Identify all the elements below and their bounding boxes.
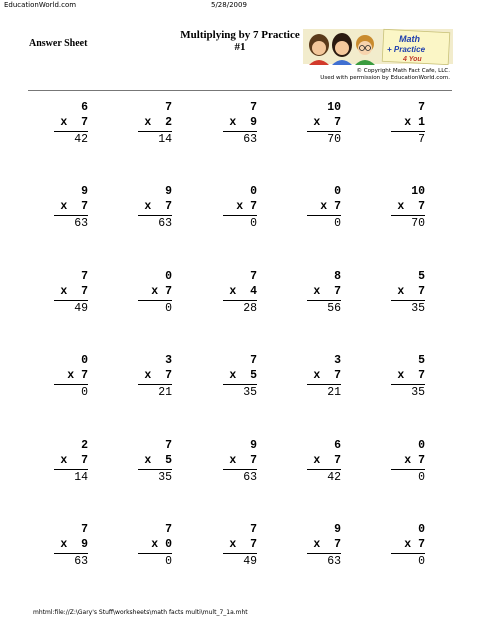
answer-line: [138, 553, 172, 554]
multiplier: x 5: [229, 369, 257, 382]
multiplier: x 7: [229, 454, 257, 467]
product: 0: [418, 555, 425, 568]
problem-7: [108, 185, 172, 235]
problem-22: [108, 439, 172, 489]
problem-20: [361, 354, 425, 404]
multiplier: x 1: [404, 116, 425, 129]
answer-line: [391, 553, 425, 554]
product: 0: [165, 555, 172, 568]
problem-30: [361, 523, 425, 573]
multiplicand: 7: [165, 523, 172, 536]
answer-line: [391, 469, 425, 470]
product: 28: [243, 302, 257, 315]
problem-12: [108, 270, 172, 320]
product: 0: [250, 217, 257, 230]
logo-line-3: 4 You: [403, 56, 422, 63]
answer-line: [223, 215, 257, 216]
answer-line: [307, 300, 341, 301]
header-divider: [28, 90, 452, 91]
answer-line: [138, 469, 172, 470]
product: 21: [327, 386, 341, 399]
multiplier: x 2: [144, 116, 172, 129]
logo-line-2: + Practice: [387, 45, 426, 54]
product: 0: [418, 471, 425, 484]
problem-4: [277, 101, 341, 151]
multiplicand: 9: [81, 185, 88, 198]
problem-14: [277, 270, 341, 320]
product: 0: [165, 302, 172, 315]
answer-line: [307, 553, 341, 554]
problem-1: [24, 101, 88, 151]
answer-line: [307, 131, 341, 132]
problem-16: [24, 354, 88, 404]
multiplier: x 7: [60, 285, 88, 298]
multiplier: x 7: [397, 369, 425, 382]
product: 70: [327, 133, 341, 146]
answer-line: [223, 553, 257, 554]
multiplier: x 9: [60, 538, 88, 551]
product: 63: [74, 555, 88, 568]
problem-2: [108, 101, 172, 151]
multiplicand: 9: [165, 185, 172, 198]
product: 14: [74, 471, 88, 484]
product: 63: [243, 133, 257, 146]
multiplicand: 8: [334, 270, 341, 283]
multiplicand: 0: [165, 270, 172, 283]
multiplicand: 10: [327, 101, 341, 114]
answer-line: [54, 131, 88, 132]
multiplicand: 7: [250, 354, 257, 367]
product: 63: [327, 555, 341, 568]
product: 0: [334, 217, 341, 230]
title-line-1: Multiplying by 7 Practice: [180, 29, 300, 41]
multiplicand: 7: [165, 439, 172, 452]
answer-sheet-label: Answer Sheet: [29, 38, 88, 49]
product: 49: [74, 302, 88, 315]
answer-line: [138, 300, 172, 301]
answer-line: [54, 384, 88, 385]
answer-line: [307, 215, 341, 216]
multiplier: x 7: [313, 538, 341, 551]
answer-line: [54, 300, 88, 301]
problem-8: [193, 185, 257, 235]
answer-line: [223, 300, 257, 301]
problem-15: [361, 270, 425, 320]
multiplicand: 3: [165, 354, 172, 367]
multiplier: x 7: [151, 285, 172, 298]
multiplicand: 5: [418, 270, 425, 283]
worksheet-title: [160, 29, 320, 53]
multiplier: x 7: [229, 538, 257, 551]
product: 56: [327, 302, 341, 315]
multiplier: x 7: [60, 454, 88, 467]
file-path-footer: mhtml:file://Z:\Gary's Stuff\worksheets\math facts multi\mult_7_1a.mht: [33, 609, 248, 616]
problem-6: [24, 185, 88, 235]
math-practice-logo: [303, 28, 453, 65]
problem-17: [108, 354, 172, 404]
multiplicand: 9: [250, 439, 257, 452]
multiplicand: 7: [165, 101, 172, 114]
multiplicand: 0: [81, 354, 88, 367]
problem-24: [277, 439, 341, 489]
copyright-notice: [300, 68, 450, 82]
answer-line: [391, 384, 425, 385]
product: 49: [243, 555, 257, 568]
product: 35: [243, 386, 257, 399]
print-date: 5/28/2009: [211, 1, 247, 9]
problem-5: [361, 101, 425, 151]
multiplier: x 9: [229, 116, 257, 129]
product: 42: [327, 471, 341, 484]
multiplicand: 0: [250, 185, 257, 198]
problem-11: [24, 270, 88, 320]
multiplier: x 7: [313, 285, 341, 298]
multiplier: x 0: [151, 538, 172, 551]
problem-23: [193, 439, 257, 489]
answer-line: [391, 300, 425, 301]
answer-line: [391, 131, 425, 132]
multiplier: x 7: [397, 285, 425, 298]
multiplicand: 5: [418, 354, 425, 367]
problem-9: [277, 185, 341, 235]
product: 0: [81, 386, 88, 399]
answer-line: [307, 469, 341, 470]
answer-line: [223, 131, 257, 132]
multiplicand: 6: [334, 439, 341, 452]
answer-line: [54, 553, 88, 554]
problem-28: [193, 523, 257, 573]
multiplier: x 7: [320, 200, 341, 213]
multiplicand: 0: [334, 185, 341, 198]
multiplier: x 7: [60, 116, 88, 129]
answer-line: [54, 469, 88, 470]
multiplier: x 7: [404, 538, 425, 551]
product: 63: [243, 471, 257, 484]
answer-line: [138, 215, 172, 216]
problem-27: [108, 523, 172, 573]
title-line-2: #1: [234, 41, 246, 53]
problem-10: [361, 185, 425, 235]
answer-line: [223, 384, 257, 385]
multiplicand: 0: [418, 439, 425, 452]
multiplicand: 7: [418, 101, 425, 114]
multiplicand: 7: [81, 523, 88, 536]
answer-line: [138, 384, 172, 385]
multiplier: x 7: [313, 454, 341, 467]
copyright-line-2: Used with permission by EducationWorld.com.: [320, 75, 450, 81]
answer-line: [138, 131, 172, 132]
problem-26: [24, 523, 88, 573]
problem-21: [24, 439, 88, 489]
copyright-line-1: © Copyright Math Fact Cafe, LLC.: [356, 68, 450, 74]
answer-line: [391, 215, 425, 216]
multiplier: x 7: [313, 116, 341, 129]
multiplicand: 6: [81, 101, 88, 114]
problem-29: [277, 523, 341, 573]
product: 21: [158, 386, 172, 399]
multiplicand: 3: [334, 354, 341, 367]
logo-line-1: Math: [399, 34, 420, 44]
multiplicand: 7: [250, 523, 257, 536]
multiplicand: 7: [250, 270, 257, 283]
problem-18: [193, 354, 257, 404]
problem-13: [193, 270, 257, 320]
multiplicand: 7: [250, 101, 257, 114]
math-note-icon: [382, 29, 450, 64]
product: 63: [74, 217, 88, 230]
product: 35: [158, 471, 172, 484]
multiplicand: 9: [334, 523, 341, 536]
answer-line: [54, 215, 88, 216]
multiplier: x 7: [60, 200, 88, 213]
problem-3: [193, 101, 257, 151]
problem-25: [361, 439, 425, 489]
problem-19: [277, 354, 341, 404]
answer-line: [223, 469, 257, 470]
multiplicand: 0: [418, 523, 425, 536]
product: 35: [411, 386, 425, 399]
multiplier: x 5: [144, 454, 172, 467]
multiplier: x 7: [397, 200, 425, 213]
answer-line: [307, 384, 341, 385]
multiplier: x 7: [144, 369, 172, 382]
product: 63: [158, 217, 172, 230]
multiplier: x 7: [404, 454, 425, 467]
multiplier: x 4: [229, 285, 257, 298]
multiplier: x 7: [313, 369, 341, 382]
multiplicand: 10: [411, 185, 425, 198]
multiplier: x 7: [67, 369, 88, 382]
product: 35: [411, 302, 425, 315]
multiplicand: 2: [81, 439, 88, 452]
product: 42: [74, 133, 88, 146]
multiplier: x 7: [236, 200, 257, 213]
product: 14: [158, 133, 172, 146]
product: 70: [411, 217, 425, 230]
site-name: EducationWorld.com: [4, 1, 77, 9]
multiplicand: 7: [81, 270, 88, 283]
product: 7: [418, 133, 425, 146]
multiplier: x 7: [144, 200, 172, 213]
